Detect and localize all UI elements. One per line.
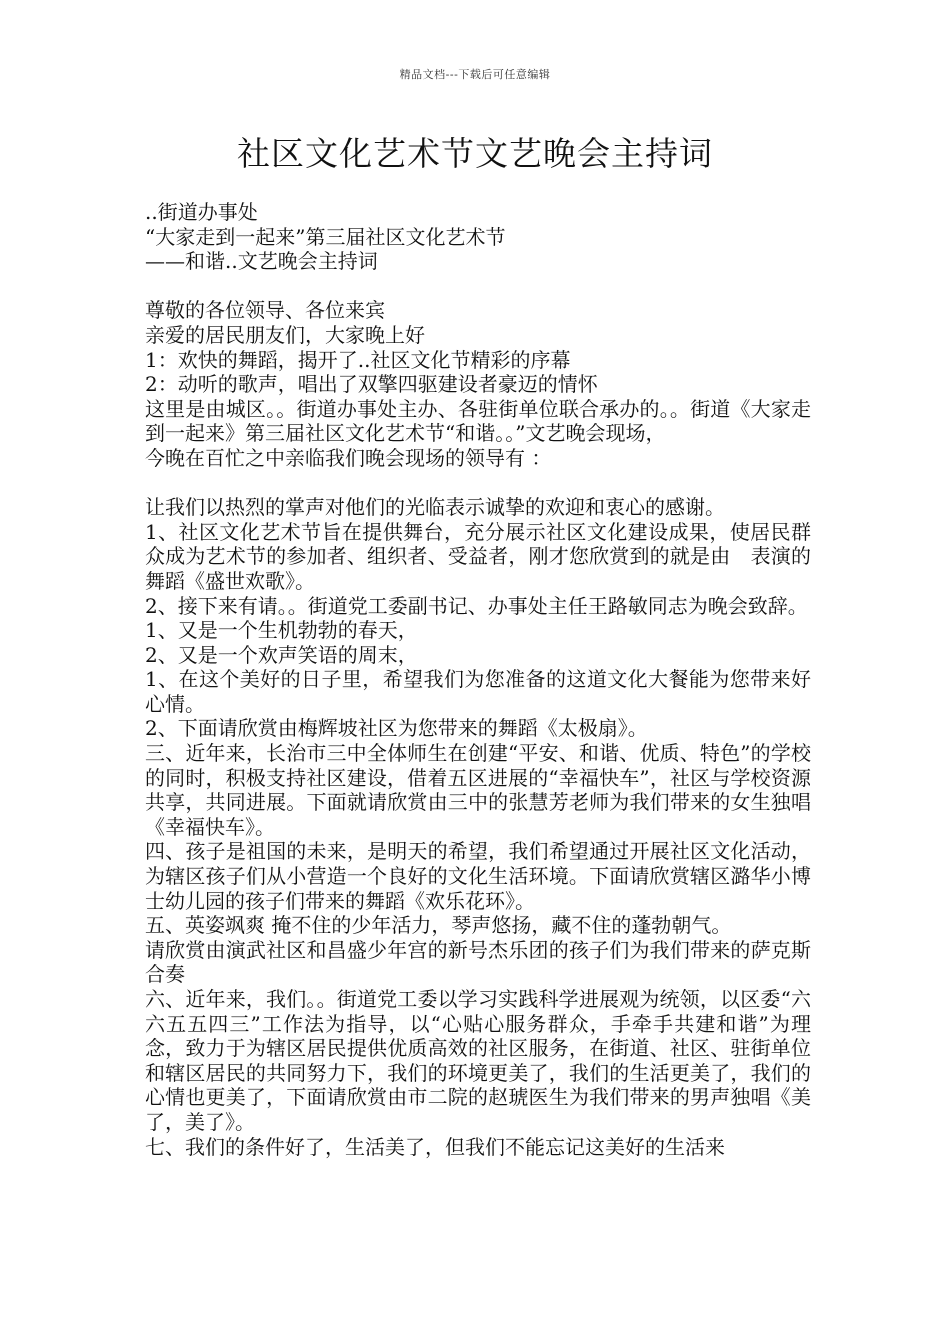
paragraph: 1、社区文化艺术节旨在提供舞台，充分展示社区文化建设成果，使居民群众成为艺术节的参加者、组织者、受益者，刚才您欣赏到的就是由 表演的舞蹈《盛世欢歌》。 <box>145 519 811 593</box>
paragraph: 四、孩子是祖国的未来，是明天的希望，我们希望通过开展社区文化活动，为辖区孩子们从小营造一个良好的文化生活环境。下面请欣赏辖区潞华小博士幼儿园的孩子们带来的舞蹈《欢乐花环》。 <box>145 839 811 913</box>
festival-name-line: “大家走到一起来”第三届社区文化艺术节 <box>145 224 506 249</box>
paragraph: 2、下面请欣赏由梅辉坡社区为您带来的舞蹈《太极扇》。 <box>145 716 648 741</box>
header-note: 精品文档---下载后可任意编辑 <box>399 68 551 81</box>
blank-line <box>145 274 811 299</box>
paragraph: 1、又是一个生机勃勃的春天， <box>145 618 418 643</box>
blank-line <box>145 471 811 496</box>
subtitle-line: ——和谐..文艺晚会主持词 <box>145 249 378 274</box>
greeting-line: 亲爱的居民朋友们，大家晚上好 <box>145 322 425 347</box>
paragraph: 2、接下来有请。。街道党工委副书记、办事处主任王路敏同志为晚会致辞。 <box>145 593 808 618</box>
document-title: 社区文化艺术节文艺晚会主持词 <box>237 134 713 173</box>
paragraph: 这里是由城区。。街道办事处主办、各驻街单位联合承办的。。街道《大家走到一起来》第三届社区文化艺术节“和谐。。”文艺晚会现场， <box>145 396 811 446</box>
paragraph: 今晚在百忙之中亲临我们晚会现场的领导有 ： <box>145 445 552 470</box>
paragraph: 六、近年来，我们。。街道党工委以学习实践科学进展观为统领，以区委“六六五五四三”工作法为指导，以“心贴心服务群众，手牵手共建和谐”为理念，致力于为辖区居民提供优质高效的社区服务，在街道、社区、驻街单位和辖区居民的共同努力下，我们的环境更美了，我们的生活更美了，我们的心情也更美了，下面请欣赏由市二院的赵琥医生为我们带来的男声独唱《美了，美了》。 <box>145 987 811 1134</box>
subdistrict-office-line: ..街道办事处 <box>145 200 258 224</box>
paragraph: 五、英姿飒爽 掩不住的少年活力，琴声悠扬，藏不住的蓬勃朝气。 <box>145 913 732 938</box>
greeting-line: 尊敬的各位领导、各位来宾 <box>145 298 385 323</box>
opening-line: 2：动听的歌声，唱出了双擎四驱建设者豪迈的情怀 <box>145 372 598 397</box>
paragraph: 请欣赏由演武社区和昌盛少年宫的新号杰乐团的孩子们为我们带来的萨克斯合奏 <box>145 937 811 987</box>
paragraph: 2、又是一个欢声笑语的周末， <box>145 642 418 667</box>
paragraph: 让我们以热烈的掌声对他们的光临表示诚挚的欢迎和衷心的感谢。 <box>145 495 725 520</box>
opening-line: 1：欢快的舞蹈，揭开了..社区文化节精彩的序幕 <box>145 347 571 372</box>
document-body <box>145 200 811 1159</box>
paragraph: 三、近年来，长治市三中全体师生在创建“平安、和谐、优质、特色”的学校的同时，积极支持社区建设，借着五区进展的“幸福快车”，社区与学校资源共享，共同进展。下面就请欣赏由三中的张慧芳老师为我们带来的女生独唱《幸福快车》。 <box>145 741 811 839</box>
paragraph: 七、我们的条件好了，生活美了，但我们不能忘记这美好的生活来 <box>145 1134 725 1159</box>
paragraph: 1、在这个美好的日子里，希望我们为您准备的这道文化大餐能为您带来好心情。 <box>145 667 811 716</box>
